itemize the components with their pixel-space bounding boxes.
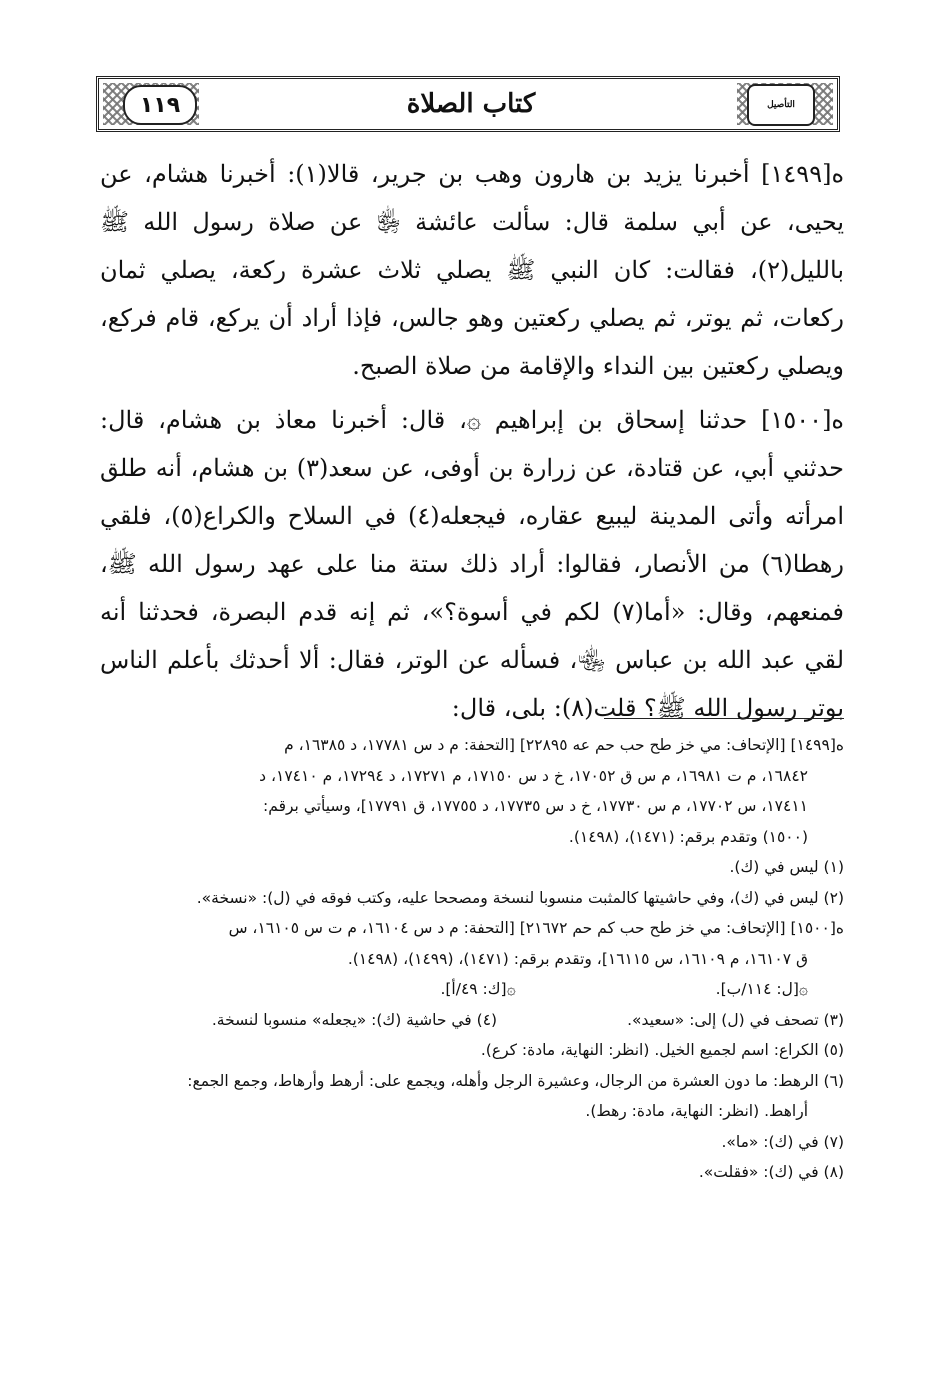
- page-refs: [100, 974, 844, 1005]
- notes-pair: [100, 1005, 844, 1036]
- footnote-divider: [604, 718, 844, 719]
- footnote-3: (٣) تصحف في (ل) إلى: «سعيد».: [627, 1010, 844, 1029]
- footnote-line: (٦) الرهط: ما دون العشرة من الرجال، وعشيرة الرجل وأهله، ويجمع على: أرهط وأرهاط، وجمع الجمع:: [187, 1071, 844, 1090]
- page-ref-k: ۞[ك: ٤٩/أ].: [440, 980, 516, 998]
- footnote-line: ه[١٤٩٩] [الإتحاف: مي خز طح حب حم عه ٢٢٨٩٥] [التحفة: م د س ١٧٧٨١، د ١٦٣٨٥، م: [284, 736, 844, 754]
- footnote-line: (٥) الكراع: اسم لجميع الخيل. (انظر: النهاية، مادة: كرع).: [480, 1041, 844, 1059]
- footnote-line: ه[١٥٠٠] [الإتحاف: مي خز طح حب كم حم ٢١٦٧٢] [التحفة: م د س ١٦١٠٤، م ت س ١٦١٠٥، س: [228, 919, 844, 937]
- footnote-line: (٧) في (ك): «ما».: [721, 1132, 844, 1151]
- footnote-line: ق ١٦١٠٧، م ١٦١٠٩، س ١٦١١٥]، وتقدم برقم: (١٤٧١)، (١٤٩٩)، (١٤٩٨).: [347, 949, 808, 968]
- footnote-line: (١) ليس في (ك).: [729, 858, 844, 876]
- footnote-line: (٨) في (ك): «فقلت».: [698, 1163, 844, 1181]
- page-ref-l: ۞[ل: ١١٤/ب].: [715, 980, 808, 998]
- page-header: [96, 76, 840, 132]
- hadith-1500: ه[١٥٠٠] حدثنا إسحاق بن إبراهيم ۞، قال: أخبرنا معاذ بن هشام، قال: حدثني أبي، عن قتادة، عن زرارة بن أوفى، عن سعد(٣) بن هشام، أنه طلق امرأته وأتى المدينة ليبيع عقاره، فيجعله(٤) في السلاح والكراع(٥)، فلقي رهطا(٦) من الأنصار، فقالوا: أراد ذلك ستة منا على عهد رسول الله ﷺ، فمنعهم، وقال: «أما(٧) لكم في أسوة؟»، ثم إنه قدم البصرة، فحدثنا أنه لقي عبد الله بن عباس ﵄، فسأله عن الوتر، فقال: ألا أحدثك بأعلم الناس بوتر رسول الله ﷺ؟ قلت(٨): بلى، قال:: [100, 406, 844, 722]
- footnote-line: ١٦٨٤٢، م ت ١٦٩٨١، م س ق ١٧٠٥٢، خ د س ١٧١٥٠، م ١٧٢٧١، د ١٧٢٩٤، م ١٧٤١٠، د: [259, 766, 808, 785]
- hadith-1499: ه[١٤٩٩] أخبرنا يزيد بن هارون وهب بن جرير، قالا(١): أخبرنا هشام، عن يحيى، عن أبي سلمة قال: سألت عائشة ﵂ عن صلاة رسول الله ﷺ بالليل(٢)، فقالت: كان النبي ﷺ يصلي ثلاث عشرة ركعة، يصلي ثمان ركعات، ثم يوتر، ثم يصلي ركعتين وهو جالس، فإذا أراد أن يركع، قام فركع، ويصلي ركعتين بين النداء والإقامة من صلاة الصبح.: [100, 160, 845, 380]
- footnotes: [100, 730, 844, 1188]
- chapter-title: كتاب الصلاة: [406, 89, 536, 119]
- footnote-line: أراهط. (انظر: النهاية، مادة: رهط).: [585, 1102, 808, 1120]
- footnote-line: (١٥٠٠) وتقدم برقم: (١٤٧١)، (١٤٩٨).: [568, 827, 808, 846]
- page-number: ١١٩: [123, 85, 197, 125]
- main-text: [100, 150, 844, 738]
- publisher-logo: التأصيل: [747, 84, 815, 126]
- footnote-line: ١٧٤١١، س ١٧٧٠٢، م س ١٧٧٣٠، خ د س ١٧٧٣٥، د ١٧٧٥٥، ق ١٧٧٩١]، وسيأتي برقم:: [263, 797, 808, 815]
- footnote-4: (٤) في حاشية (ك): «يجعله» منسوبا لنسخة.: [211, 1010, 498, 1029]
- footnote-line: (٢) ليس في (ك)، وفي حاشيتها كالمثبت منسوبا لنسخة ومصححا عليه، وكتب فوقه في (ل): «نسخة».: [196, 888, 844, 907]
